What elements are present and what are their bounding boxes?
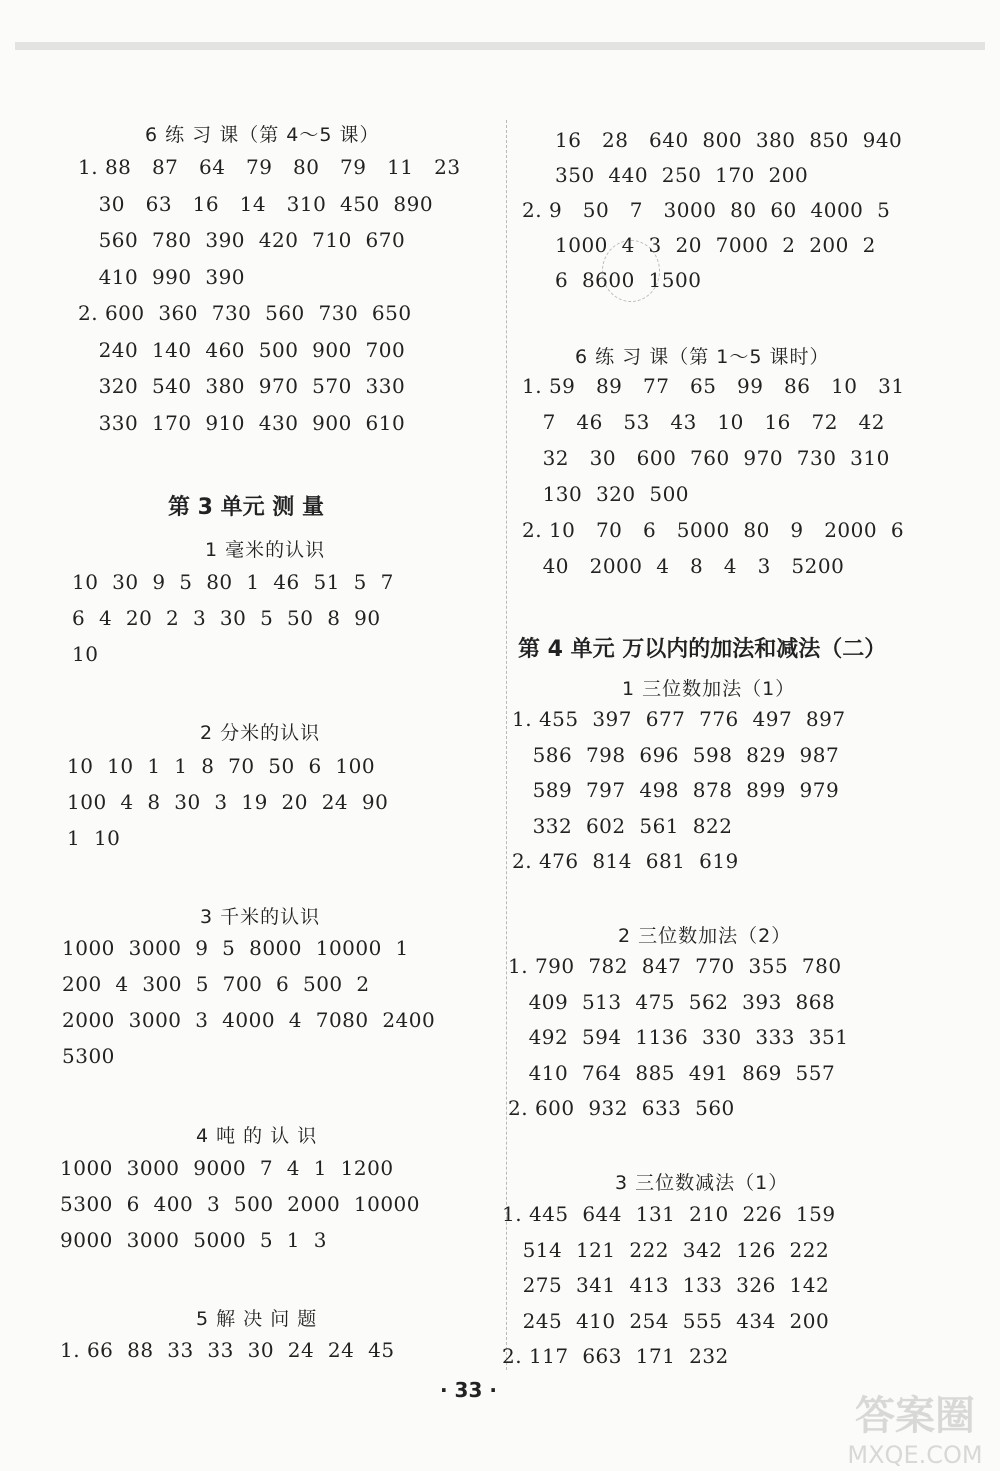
answer-row: 350 440 250 170 200 <box>555 163 809 187</box>
column-divider <box>506 120 507 1370</box>
answer-row: 275 341 413 133 326 142 <box>502 1273 830 1297</box>
answer-row: 1. 445 644 131 210 226 159 <box>502 1202 836 1226</box>
answer-row: 2. 10 70 6 5000 80 9 2000 6 <box>522 518 905 542</box>
answer-row: 1. 59 89 77 65 99 86 10 31 <box>522 374 905 398</box>
section-title-kilometer: 3 千米的认识 <box>200 906 321 928</box>
answer-row: 16 28 640 800 380 850 940 <box>555 128 903 152</box>
answer-row: 1. 88 87 64 79 80 79 11 23 <box>78 155 461 179</box>
section-title-practice-4-5: 6 练 习 课（第 4～5 课） <box>145 124 380 146</box>
answer-row: 320 540 380 970 570 330 <box>78 374 406 398</box>
section-title-3digit-add-2: 2 三位数加法（2） <box>618 925 792 947</box>
section-title-decimeter: 2 分米的认识 <box>200 722 321 744</box>
answer-row: 1. 790 782 847 770 355 780 <box>508 954 842 978</box>
answer-row: 10 30 9 5 80 1 46 51 5 7 <box>72 570 394 594</box>
answer-row: 330 170 910 430 900 610 <box>78 410 406 435</box>
answer-row: 332 602 561 822 <box>512 813 733 838</box>
answer-row: 240 140 460 500 900 700 <box>78 337 406 362</box>
answer-row: 1000 4 3 20 7000 2 200 2 <box>555 233 876 257</box>
answer-row: 1 10 <box>67 826 121 850</box>
answer-row: 5300 6 400 3 500 2000 10000 <box>60 1192 421 1216</box>
answer-row: 2. 476 814 681 619 <box>512 849 739 873</box>
answer-row: 2. 117 663 171 232 <box>502 1344 729 1368</box>
answer-row: 1000 3000 9000 7 4 1 1200 <box>60 1156 394 1180</box>
unit-4-title: 第 4 单元 万以内的加法和减法（二） <box>518 637 887 662</box>
answer-row: 245 410 254 555 434 200 <box>502 1308 830 1333</box>
answer-row: 2. 600 360 730 560 730 650 <box>78 301 412 325</box>
answer-row: 6 8600 1500 <box>555 268 702 292</box>
section-title-solve-problems: 5 解 决 问 题 <box>196 1308 318 1330</box>
answer-row: 2000 3000 3 4000 4 7080 2400 <box>62 1008 436 1032</box>
answer-row: 200 4 300 5 700 6 500 2 <box>62 972 370 996</box>
answer-row: 6 4 20 2 3 30 5 50 8 90 <box>72 606 381 630</box>
section-title-3digit-sub-1: 3 三位数减法（1） <box>615 1172 789 1194</box>
answer-row: 410 990 390 <box>78 264 246 289</box>
answer-row: 560 780 390 420 710 670 <box>78 228 406 252</box>
answer-row: 1000 3000 9 5 8000 10000 1 <box>62 936 409 960</box>
page-number: · 33 · <box>440 1378 497 1402</box>
answer-row: 2. 600 932 633 560 <box>508 1096 735 1120</box>
top-rule <box>15 42 985 50</box>
answer-row: 32 30 600 760 970 730 310 <box>522 446 890 470</box>
watermark-logo <box>830 1385 1000 1471</box>
answer-row: 10 10 1 1 8 70 50 6 100 <box>67 754 376 778</box>
answer-row: 589 797 498 878 899 979 <box>512 778 840 802</box>
answer-row: 514 121 222 342 126 222 <box>502 1237 830 1262</box>
answer-row: 100 4 8 30 3 19 20 24 90 <box>67 790 389 814</box>
answer-row: 5300 <box>62 1044 115 1068</box>
section-title-ton: 4 吨 的 认 识 <box>196 1125 318 1147</box>
answer-row: 1. 455 397 677 776 497 897 <box>512 707 846 731</box>
answer-row: 30 63 16 14 310 450 890 <box>78 191 434 216</box>
answer-row: 2. 9 50 7 3000 80 60 4000 5 <box>522 198 891 222</box>
answer-row: 9000 3000 5000 5 1 3 <box>60 1228 327 1252</box>
unit-3-title: 第 3 单元 测 量 <box>168 495 324 520</box>
watermark-logo-url: MXQE.COM <box>847 1441 983 1469</box>
answer-row: 130 320 500 <box>522 482 690 506</box>
section-title-millimeter: 1 毫米的认识 <box>205 539 326 561</box>
answer-row: 492 594 1136 330 333 351 <box>508 1025 849 1049</box>
answer-row: 410 764 885 491 869 557 <box>508 1060 836 1085</box>
answer-row: 409 513 475 562 393 868 <box>508 989 836 1014</box>
watermark-logo-main: 答案圈 <box>855 1393 975 1439</box>
answer-row: 7 46 53 43 10 16 72 42 <box>522 410 885 434</box>
stamp-mark <box>602 240 660 302</box>
answer-row: 40 2000 4 8 4 3 5200 <box>522 554 845 578</box>
answer-row: 1. 66 88 33 33 30 24 24 45 <box>60 1338 395 1362</box>
answer-row: 10 <box>72 642 99 666</box>
section-title-practice-1-5: 6 练 习 课（第 1～5 课时） <box>575 346 830 368</box>
section-title-3digit-add-1: 1 三位数加法（1） <box>622 678 796 700</box>
answer-row: 586 798 696 598 829 987 <box>512 742 840 767</box>
